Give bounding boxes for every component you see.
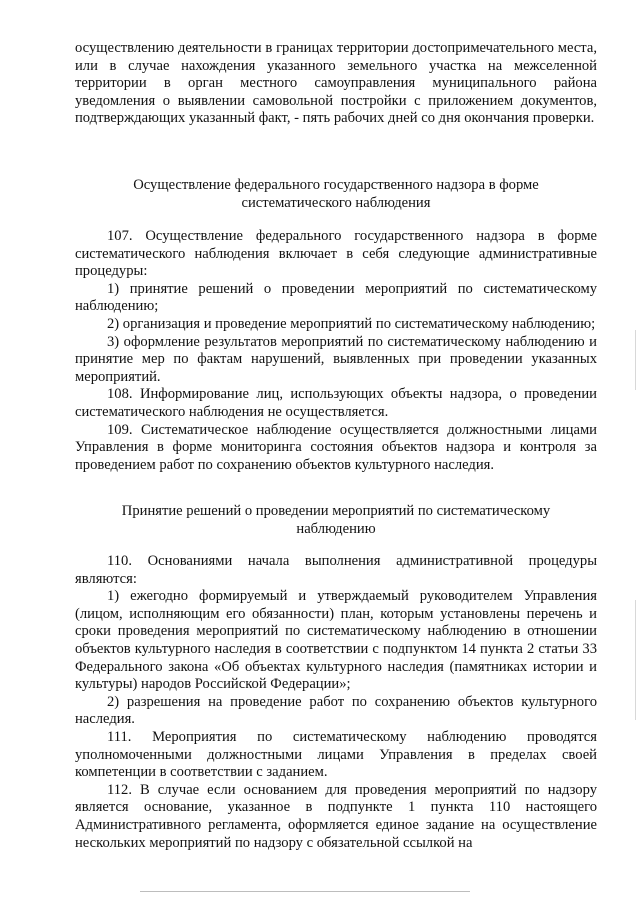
section-heading-systematic-observation [75,177,597,212]
paragraphs-107-109 [75,228,597,474]
section-heading-decisions [75,503,597,538]
list-item-107-3: 3) оформление результатов мероприятий по систематическому наблюдению и принятие мер по фактам нарушений, выявленных при проведении указанных мероприятий. [75,333,597,385]
paragraph-112: 112. В случае если основанием для проведения мероприятий по надзору является основание, указанное в подпункте 1 пункта 110 настоящего Административного регламента, оформляется единое задание на осуществление нескольких мероприятий по надзору с обязательной ссылкой на [75,781,597,851]
list-item-110-2: 2) разрешения на проведение работ по сохранению объектов культурного наследия. [75,693,597,728]
scan-bottom-line [140,891,470,892]
scan-edge-mark [635,330,636,390]
paragraphs-110-112 [75,553,597,852]
list-item-107-2: 2) организация и проведение мероприятий по систематическому наблюдению; [107,315,596,332]
paragraph-108: 108. Информирование лиц, использующих объекты надзора, о проведении систематического наблюдения не осуществляется. [75,386,597,420]
continued-paragraph: осуществлению деятельности в границах территории достопримечательного места, или в случае нахождения указанного земельного участка на межселенной территории в орган местного самоуправления муниципального района уведомления о выявлении самовольной постройки с приложением документов, подтверждающих указанный факт, - пять рабочих дней со дня окончания проверки. [75,40,597,127]
paragraph-110: 110. Основаниями начала выполнения административной процедуры являются: [75,553,597,587]
paragraph-111: 111. Мероприятия по систематическому наблюдению проводятся уполномоченными должностными лицами Управления в пределах своей компетенции в соответствии с заданием. [75,728,597,781]
scan-edge-mark [635,600,636,720]
paragraph-107: 107. Осуществление федерального государственного надзора в форме систематического наблюдения включает в себя следующие административные процедуры: [75,228,597,280]
heading-line-1: Принятие решений о проведении мероприятий по систематическому [121,503,551,519]
heading-line-1: Осуществление федерального государственного надзора в форме [133,177,539,193]
paragraph-109: 109. Систематическое наблюдение осуществляется должностными лицами Управления в форме мониторинга состояния объектов надзора и контроля за проведением работ по сохранению объектов культурного наследия. [75,421,597,473]
heading-line-2: систематического наблюдения [241,194,431,211]
list-item-107-1: 1) принятие решений о проведении мероприятий по систематическому наблюдению; [75,280,597,315]
list-item-110-1: 1) ежегодно формируемый и утверждаемый руководителем Управления (лицом, исполняющим его обязанности) план, которым установлены перечень и сроки проведения мероприятий по систематическому наблюдению в отношении объектов культурного наследия в соответствии с подпунктом 14 пункта 2 статьи 33 Федерального закона «Об объектах культурного наследия (памятниках истории и культуры) народов Российской Федерации»; [75,588,597,693]
heading-line-2: наблюдению [296,520,376,537]
continued-paragraph-block [75,40,597,128]
